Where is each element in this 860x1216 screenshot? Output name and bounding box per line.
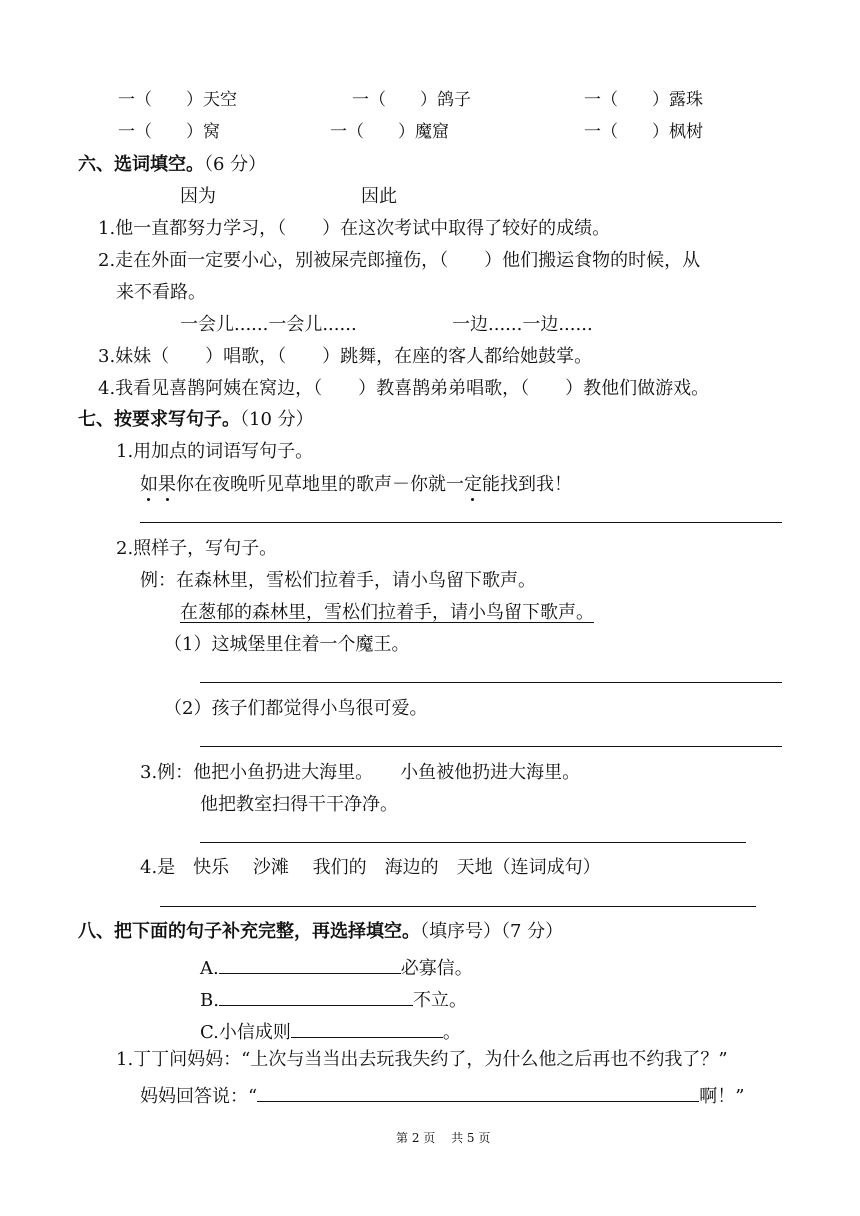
section-7-q1-label: 1.用加点的词语写句子。 xyxy=(116,441,314,462)
measure-word-3: 一（ ）露珠 xyxy=(584,90,703,110)
section-6-q2-line1: 2.走在外面一定要小心，别被屎壳郎撞伤，（ ）他们搬运食物的时候，从 xyxy=(98,250,701,271)
section-8-q1-line2-prefix: 妈妈回答说：“ xyxy=(140,1086,258,1107)
answer-blank[interactable] xyxy=(219,987,413,1006)
answer-line[interactable] xyxy=(200,682,782,683)
section-8-a-suffix: 必寡信。 xyxy=(400,958,473,979)
measure-word-5: 一（ ）魔窟 xyxy=(330,122,449,142)
section-8-q1-line2 xyxy=(140,1083,744,1106)
emphasis-dot xyxy=(471,498,474,501)
section-7-score: （10 分） xyxy=(240,409,314,430)
section-7-q4: 4.是 快乐 沙滩 我们的 海边的 天地（连词成句） xyxy=(140,857,601,878)
section-8-score: （填序号）（7 分） xyxy=(420,921,564,942)
section-7-heading xyxy=(78,411,314,429)
section-7-q2-example: 例：在森林里，雪松们拉着手，请小鸟留下歌声。 xyxy=(140,570,536,591)
section-7-q2-item2: （2）孩子们都觉得小鸟很可爱。 xyxy=(164,698,428,719)
section-8-q1-line2-suffix: 啊！” xyxy=(699,1086,745,1107)
answer-blank[interactable] xyxy=(219,955,401,974)
answer-line[interactable] xyxy=(200,842,746,843)
section-6-q2-line2: 来不看路。 xyxy=(116,282,206,303)
answer-line[interactable] xyxy=(200,746,782,747)
section-8-title: 八、把下面的句子补充完整，再选择填空。 xyxy=(78,921,420,942)
section-8-b-suffix: 不立。 xyxy=(412,990,467,1011)
option-yinwei: 因为 xyxy=(180,186,216,207)
section-6-q4: 4.我看见喜鹊阿姨在窝边，（ ）教喜鹊弟弟唱歌，（ ）教他们做游戏。 xyxy=(98,378,710,399)
section-6-q3: 3.妹妹（ ）唱歌，（ ）跳舞，在座的客人都给她鼓掌。 xyxy=(98,346,593,367)
section-8-a xyxy=(200,955,473,978)
measure-word-2: 一（ ）鸽子 xyxy=(352,90,471,110)
section-7-q2-example-answer: 在葱郁的森林里，雪松们拉着手，请小鸟留下歌声。 xyxy=(180,602,594,623)
page-footer: 第 2 页 共 5 页 xyxy=(396,1131,491,1145)
measure-word-1: 一（ ）天空 xyxy=(118,90,237,110)
section-8-a-prefix: A. xyxy=(200,958,219,979)
section-6-q1: 1.他一直都努力学习，（ ）在这次考试中取得了较好的成绩。 xyxy=(98,218,611,239)
section-8-c-suffix: 。 xyxy=(442,1022,461,1043)
section-8-q1-line1: 1.丁丁问妈妈：“上次与当当出去玩我失约了，为什么他之后再也不约我了？” xyxy=(116,1049,728,1070)
section-6-score: （6 分） xyxy=(204,154,267,175)
option-yihuier: 一会儿......一会儿...... xyxy=(180,314,357,335)
answer-blank[interactable] xyxy=(257,1083,699,1102)
section-7-q2-item1: （1）这城堡里住着一个魔王。 xyxy=(164,634,410,655)
section-8-b-prefix: B. xyxy=(200,990,219,1011)
section-8-c xyxy=(200,1019,461,1042)
emphasis-dot xyxy=(147,498,150,501)
section-7-q3-example: 3.例：他把小鱼扔进大海里。 小鱼被他扔进大海里。 xyxy=(140,762,581,783)
answer-line[interactable] xyxy=(160,906,756,907)
section-7-q3-sentence: 他把教室扫得干干净净。 xyxy=(200,794,398,815)
section-7-q1-sentence: 如果你在夜晚听见草地里的歌声－你就一定能找到我！ xyxy=(140,474,572,495)
section-7-title: 七、按要求写句子。 xyxy=(78,409,240,430)
section-8-heading xyxy=(78,923,563,941)
answer-blank[interactable] xyxy=(291,1019,443,1038)
emphasis-dot xyxy=(166,498,169,501)
measure-word-4: 一（ ）窝 xyxy=(118,122,220,142)
section-7-q2-label: 2.照样子，写句子。 xyxy=(116,538,278,559)
option-yibian: 一边......一边...... xyxy=(452,314,593,335)
measure-word-6: 一（ ）枫树 xyxy=(584,122,703,142)
answer-line[interactable] xyxy=(140,522,782,523)
option-yinci: 因此 xyxy=(361,186,397,207)
section-8-c-prefix: C.小信成则 xyxy=(200,1022,291,1043)
section-6-heading xyxy=(78,156,266,174)
section-6-title: 六、选词填空。 xyxy=(78,154,204,175)
section-8-b xyxy=(200,987,467,1010)
